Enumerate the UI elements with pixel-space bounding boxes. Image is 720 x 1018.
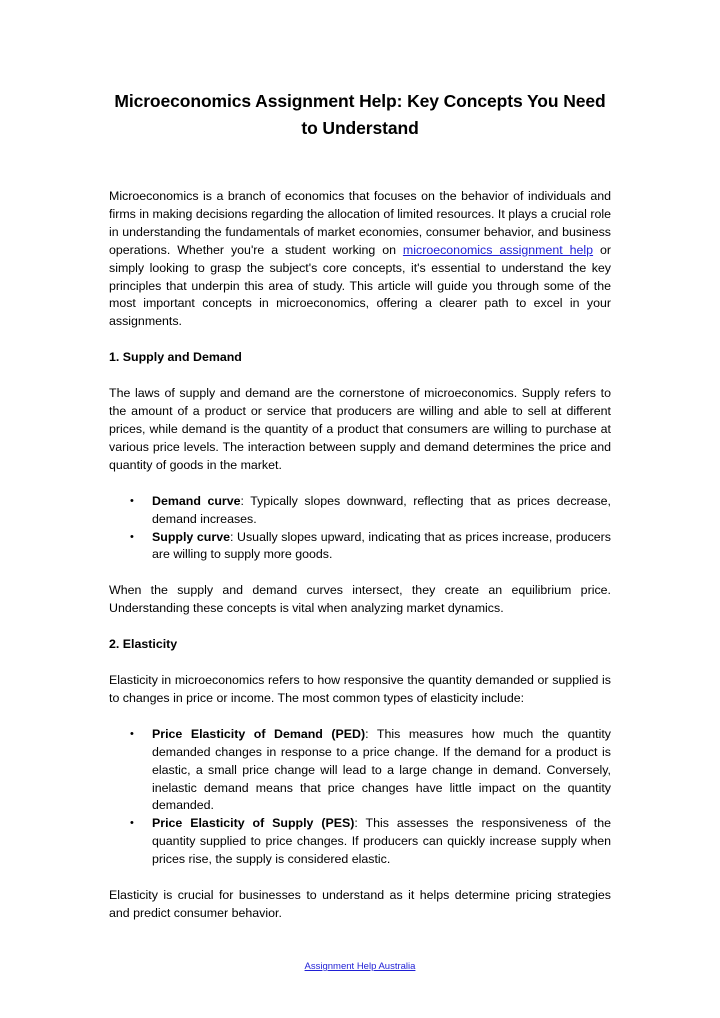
elasticity-bullet-list [109, 726, 611, 869]
term-demand-curve: Demand curve [152, 493, 241, 508]
term-pes: Price Elasticity of Supply (PES) [152, 816, 355, 831]
list-item-demand-curve [109, 493, 611, 529]
section-heading-supply-demand: 1. Supply and Demand [109, 350, 242, 365]
intro-paragraph [109, 188, 611, 331]
intro-text-before-link: Microeconomics is a branch of economics that focuses on the behavior of individuals and firms in making decisions regarding the allocation of limited resources. It plays a crucial role in understanding the fundamentals of market economies, consumer behavior, and business operations. Whether you're a student working on [109, 189, 611, 257]
list-item-supply-curve [109, 529, 611, 565]
bullet-icon: • [130, 494, 134, 507]
intro-text-after-link: or simply looking to grasp the subject's core concepts, it's essential to understand the key principles that underpin this area of study. This article will guide you through some of the most important concepts in microeconomics, offering a clearer path to excel in your assignments. [109, 242, 611, 329]
definition-ped: : This measures how much the quantity demanded changes in response to a price change. If the demand for a product is elastic, a small price change will lead to a large change in demand. Conversely, inelastic demand means that price changes have little impact on the quantity demanded. [152, 726, 611, 813]
supply-demand-bullet-list [109, 493, 611, 565]
bullet-icon: • [130, 727, 134, 740]
footer-link-assignment-help-australia[interactable]: Assignment Help Australia [304, 961, 416, 972]
document-title: Microeconomics Assignment Help: Key Concepts You Need to Understand [114, 91, 606, 138]
supply-demand-paragraph: The laws of supply and demand are the cornerstone of microeconomics. Supply refers to the amount of a product or service that producers are willing and able to sell at different prices, while demand is the quantity of a product that consumers are willing to purchase at various price levels. The interaction between supply and demand determines the price and quantity of goods in the market. [109, 386, 611, 472]
definition-supply-curve: : Usually slopes upward, indicating that as prices increase, producers are willing to supply more goods. [152, 529, 611, 562]
document-body [109, 88, 611, 923]
section-heading-elasticity: 2. Elasticity [109, 637, 178, 652]
list-item-ped [109, 726, 611, 816]
list-item-pes [109, 815, 611, 869]
definition-pes: : This assesses the responsiveness of the quantity supplied to price changes. If producers can quickly increase supply when prices rise, the supply is considered elastic. [152, 816, 611, 867]
elasticity-conclusion-paragraph: Elasticity is crucial for businesses to understand as it helps determine pricing strategies and predict consumer behavior. [109, 888, 611, 920]
term-supply-curve: Supply curve [152, 529, 230, 544]
bullet-icon: • [130, 530, 134, 543]
equilibrium-paragraph: When the supply and demand curves intersect, they create an equilibrium price. Understanding these concepts is vital when analyzing market dynamics. [109, 583, 611, 616]
elasticity-intro-paragraph: Elasticity in microeconomics refers to how responsive the quantity demanded or supplied is to changes in price or income. The most common types of elasticity include: [109, 673, 611, 705]
definition-demand-curve: : Typically slopes downward, reflecting that as prices decrease, demand increases. [152, 493, 611, 526]
page-footer [0, 961, 720, 973]
term-ped: Price Elasticity of Demand (PED) [152, 726, 366, 741]
microeconomics-assignment-help-link[interactable]: microeconomics assignment help [402, 242, 594, 257]
bullet-icon: • [130, 817, 134, 830]
